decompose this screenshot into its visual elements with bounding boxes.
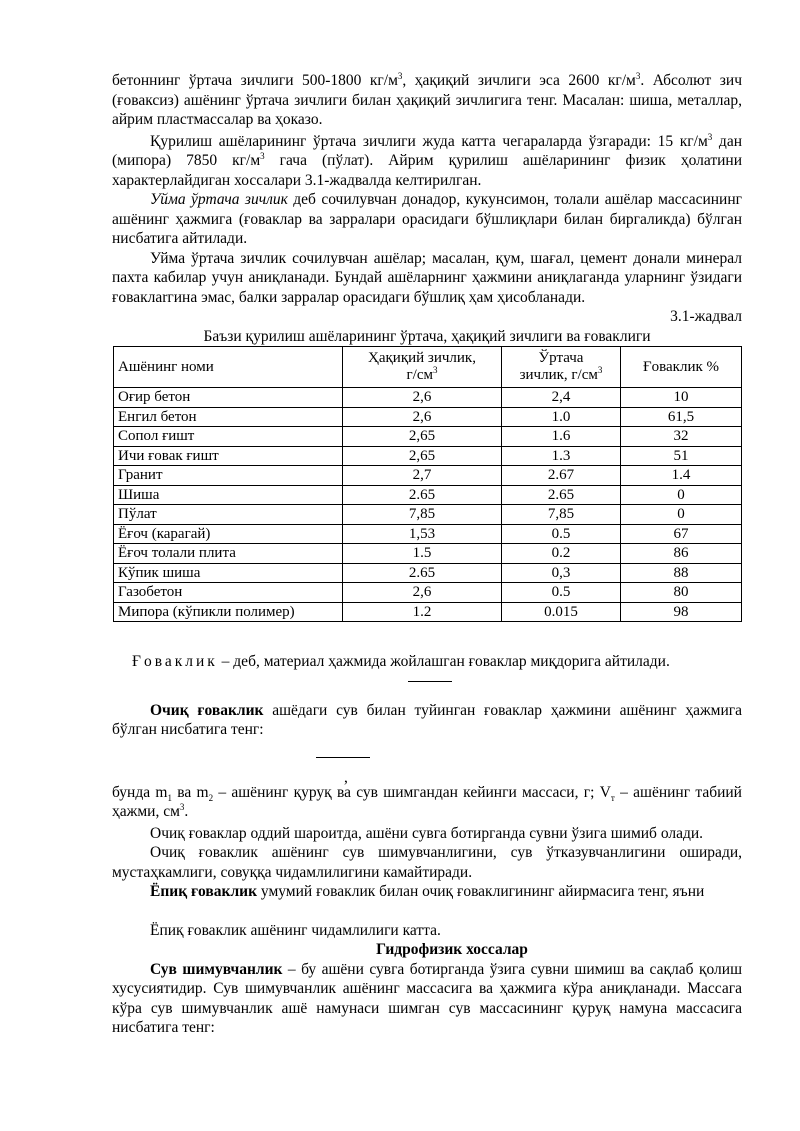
avg-density-cell: 0,3 [502,563,621,583]
avg-density-cell: 2,4 [502,388,621,408]
open-pores-paragraph-2: Очиқ ғоваклик ашёнинг сув шимувчанлигини, сув ўтказувчанлигини оширади, мустаҳкамлиги, совуққа чидамлилигини камайтиради. [112,844,742,881]
table-caption: Баъзи қурилиш ашёларининг ўртача, ҳақиқий зичлиги ва ғоваклиги [203,327,651,345]
sub: 1 [167,792,172,803]
text: деб сочилувчан донадор, кукунсимон, толали ашёлар массасининг ашёнинг ҳажмига (ғоваклар ва зарралари орасидаги бўшлиқлари билан биргаликда) бўлган нисбатига айтилади. [112,191,742,247]
term-porosity: Ғоваклик [132,653,218,670]
table-row [114,407,742,427]
avg-density-cell: 7,85 [502,505,621,525]
material-name-cell: Мипора (кўпикли полимер) [114,602,343,622]
formula-comma: , [344,769,348,786]
true-density-cell: 2,6 [343,583,502,603]
table-row [114,544,742,564]
table-row [114,388,742,408]
header-porosity: Ғоваклик % [621,347,742,388]
porosity-definition [112,652,742,672]
paragraph-1 [112,71,742,130]
sup: 3 [260,150,265,161]
material-name-cell: Гранит [114,466,343,486]
properties-table [113,346,742,622]
material-name-cell: Ёғоч (карагай) [114,524,343,544]
avg-density-cell: 1.3 [502,446,621,466]
text: дан (мипора) 7850 кг/м [112,132,742,169]
text: гача (пўлат). Айрим қурилиш ашёларининг физик ҳолатини характерлайдиган хоссалари 3.1-жадвалда келтирилган. [112,152,742,189]
table-row [114,446,742,466]
material-name-cell: Шиша [114,485,343,505]
text: – деб, материал ҳажмида жойлашган ғоваклар миқдорига айтилади. [217,653,670,670]
table-row [114,466,742,486]
material-name-cell: Енгил бетон [114,407,343,427]
text: . [184,803,189,820]
true-density-cell: 7,85 [343,505,502,525]
header-avg-density [502,347,621,388]
avg-density-cell: 1.6 [502,427,621,447]
formula-line [408,681,452,682]
true-density-cell: 2,65 [343,427,502,447]
porosity-cell: 86 [621,544,742,564]
porosity-cell: 80 [621,583,742,603]
water-absorption-paragraph [112,960,742,1038]
text: ашёдаги сув билан туйинган ғоваклар ҳажмини ашёнинг ҳажмига бўлган нисбатига тенг: [112,701,743,738]
term-water-absorption: Сув шимувчанлик [150,960,283,978]
material-name-cell: Пўлат [114,505,343,525]
open-porosity-paragraph [112,701,742,740]
term-closed-porosity: Ёпиқ ғоваклик [150,883,258,900]
true-density-cell: 2,6 [343,407,502,427]
sup: 3 [179,801,185,812]
true-density-cell: 2.65 [343,485,502,505]
true-density-cell: 2,6 [343,388,502,408]
porosity-cell: 10 [621,388,742,408]
porosity-cell: 51 [621,446,742,466]
porosity-cell: 98 [621,602,742,622]
porosity-cell: 32 [621,427,742,447]
closed-porosity-paragraph [112,882,742,902]
text: умумий ғоваклик билан очиқ ғоваклигининг айирмасига тенг, яъни [257,883,705,900]
header-name: Ашёнинг номи [114,347,343,388]
paragraph-3 [112,190,742,249]
true-density-cell: 2,7 [343,466,502,486]
section-title [112,940,742,960]
term-open-porosity: Очиқ ғоваклик [150,701,264,719]
avg-density-cell: 0.5 [502,524,621,544]
sup: 3 [597,365,603,375]
text: – ашёнинг қуруқ ва сув шимгандан кейинги массаси, г; V [213,783,611,801]
table-row [114,524,742,544]
text: . Абсолют зич (ғоваксиз) ашёнинг ўртача зичлиги билан ҳақиқий зичлигига тенг. Масалан: шиша, металлар, айрим пластмассалар ва ҳоказо. [112,72,743,128]
table-row [114,485,742,505]
porosity-cell: 0 [621,505,742,525]
sup: 3 [635,70,641,81]
true-density-cell: 1.5 [343,544,502,564]
formula-line [316,757,370,758]
material-name-cell: Газобетон [114,583,343,603]
open-pores-paragraph-1: Очиқ ғоваклар оддий шароитда, ашёни сувга ботирганда сувни ўзига шимиб олади. [150,824,704,842]
table-row [114,583,742,603]
paragraph-2 [112,132,742,191]
porosity-cell: 1.4 [621,466,742,486]
avg-density-cell: 0.5 [502,583,621,603]
text: бетоннинг ўртача зичлиги 500-1800 кг/м [112,72,398,89]
true-density-cell: 2.65 [343,563,502,583]
text: бунда m [112,783,168,801]
where-paragraph [112,783,742,822]
section-title-text: Гидрофизик хоссалар [376,941,528,958]
avg-density-cell: 1.0 [502,407,621,427]
sub: т [610,792,615,803]
closed-porosity-note: Ёпиқ ғоваклик ашёнинг чидамлилиги катта. [150,921,441,939]
text: Ҳақиқий зичлик, [368,350,476,366]
document-page [112,71,742,1038]
table-number: 3.1-жадвал [670,308,742,325]
porosity-cell: 88 [621,563,742,583]
text: зичлик, г/см [519,367,598,383]
paragraph-4: Уйма ўртача зичлик сочилувчан ашёлар; масалан, қум, шағал, цемент донали минерал пахта кабилар учун аниқланади. Бундай ашёларнинг ҳажмини аниқлаганда уларнинг ўзидаги ғоваклаrгина эмас, балки зарралар орасидаги бўшлиқ ҳам ҳисобланади. [112,249,742,306]
table-row [114,602,742,622]
material-name-cell: Ёғоч толали плита [114,544,343,564]
porosity-cell: 61,5 [621,407,742,427]
table-row [114,427,742,447]
sup: 3 [432,365,438,375]
true-density-cell: 2,65 [343,446,502,466]
avg-density-cell: 2.67 [502,466,621,486]
text: ва m [171,783,209,801]
true-density-cell: 1.2 [343,602,502,622]
text: Қурилиш ашёларининг ўртача зичлиги жуда катта чегараларда ўзгаради: 15 кг/м [150,132,708,150]
sub: 2 [208,792,214,803]
material-name-cell: Ичи ғовак ғишт [114,446,343,466]
avg-density-cell: 0.2 [502,544,621,564]
sup: 3 [707,131,713,142]
header-true-density [343,347,502,388]
sup: 3 [397,70,403,81]
text: , ҳақиқий зичлиги эса 2600 кг/м [402,72,636,89]
table-row [114,505,742,525]
text: – бу ашёни сувга ботирганда ўзига сувни шимиш ва сақлаб қолиш хусусиятидир. Сув шимувчанлик ашёнинг массасига ва ҳажмига кўра аниқланади. Массага кўра сув шимувчанлик ашё намунаси шимган сув массасининг қуруқ намуна массасига нисбатига тенг: [112,960,742,1036]
porosity-cell: 67 [621,524,742,544]
table-row [114,563,742,583]
avg-density-cell: 2.65 [502,485,621,505]
material-name-cell: Оғир бетон [114,388,343,408]
text: Ўртача [538,350,584,366]
porosity-cell: 0 [621,485,742,505]
term-bulk-density: Уйма ўртача зичлик [150,191,288,208]
true-density-cell: 1,53 [343,524,502,544]
text: г/см [406,367,433,383]
material-name-cell: Кўпик шиша [114,563,343,583]
material-name-cell: Сопол ғишт [114,427,343,447]
table-header-row [114,347,742,388]
text: – ашёнинг табиий ҳажми, см [112,783,742,820]
avg-density-cell: 0.015 [502,602,621,622]
